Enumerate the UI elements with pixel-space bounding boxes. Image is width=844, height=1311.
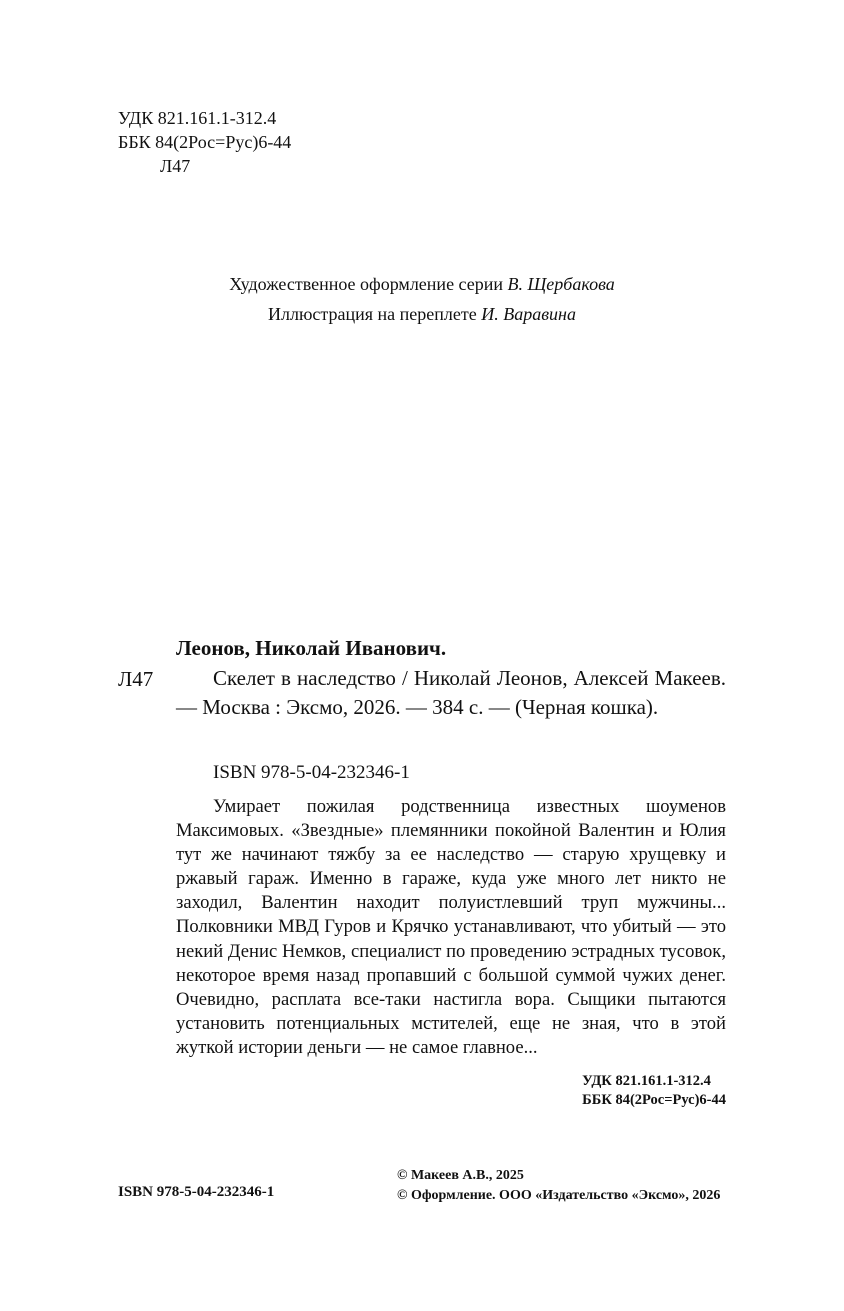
record-author-sign: Л47 [118, 667, 154, 691]
bbk-code: ББК 84(2Рос=Рус)6-44 [118, 132, 292, 152]
illustration-credit-label: Иллюстрация на переплете [268, 304, 477, 324]
classification-codes-top [118, 106, 291, 178]
bbk-code-bottom: ББК 84(2Рос=Рус)6-44 [582, 1092, 726, 1108]
credits [0, 269, 844, 329]
author-sign: Л47 [160, 156, 191, 176]
copyright-design: © Оформление. ООО «Издательство «Эксмо», 2026 [397, 1188, 721, 1203]
illustration-credit-name: И. Варавина [481, 304, 576, 324]
illustration-credit [0, 299, 844, 329]
record-isbn: ISBN 978-5-04-232346-1 [213, 762, 410, 783]
design-credit-label: Художественное оформление серии [229, 274, 504, 294]
design-credit [0, 269, 844, 299]
author-heading: Леонов, Николай Иванович. [176, 636, 447, 660]
design-credit-name: В. Щербакова [507, 274, 615, 294]
udk-code-bottom: УДК 821.161.1-312.4 [582, 1073, 711, 1089]
copyright-author: © Макеев А.В., 2025 [397, 1168, 524, 1183]
copyright-block [397, 1166, 720, 1206]
udk-code: УДК 821.161.1-312.4 [118, 108, 277, 128]
bibliographic-description: Скелет в наследство / Николай Леонов, Алексей Макеев. — Москва : Эксмо, 2026. — 384 с. — (Черная кошка). [176, 666, 726, 719]
classification-codes-bottom [582, 1072, 726, 1110]
footer-isbn: ISBN 978-5-04-232346-1 [118, 1184, 275, 1200]
annotation: Умирает пожилая родственница известных шоуменов Максимовых. «Звездные» племянники покойной Валентин и Юлия тут же начинают тяжбу за ее наследство — старую хрущевку и ржавый гараж. Именно в гараже, куда уже много лет никто не заходил, Валентин находит полуистлевший труп мужчины... Полковники МВД Гуров и Крячко устанавливают, что убитый — это некий Денис Немков, специалист по проведению эстрадных тусовок, некоторое время назад пропавший с большой суммой чужих денег. Очевидно, расплата все-таки настигла вора. Сыщики пытаются установить потенциальных мстителей, еще не зная, что в этой жуткой истории деньги — не самое главное... [176, 796, 726, 1058]
